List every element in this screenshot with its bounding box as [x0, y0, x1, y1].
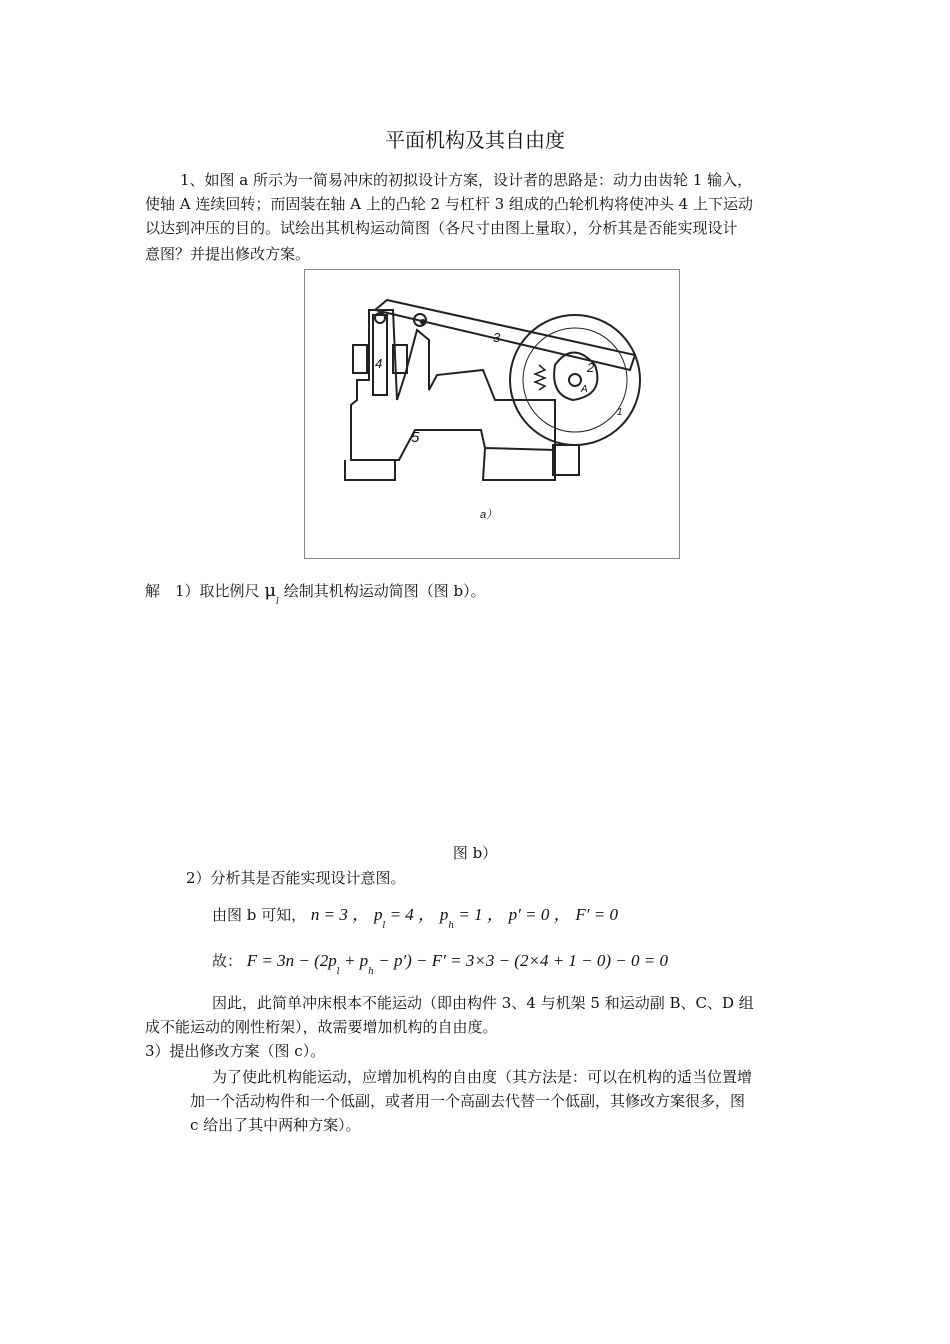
- gear-support: [553, 445, 579, 475]
- problem-line-2: 使轴 A 连续回转；而固装在轴 A 上的凸轮 2 与杠杆 3 组成的凸轮机构将使冲头 4 上下运动: [145, 195, 753, 213]
- label-A: A: [581, 384, 588, 395]
- gear: [510, 315, 640, 445]
- label-2: 2: [587, 360, 595, 375]
- step-2: 2）分析其是否能实现设计意图。: [186, 869, 406, 887]
- guide-left: [353, 345, 367, 373]
- problem-line-1: 1、如图 a 所示为一简易冲床的初拟设计方案，设计者的思路是：动力由齿轮 1 输入，: [180, 171, 753, 189]
- label-3: 3: [493, 330, 501, 345]
- dof-formula: 故： $F = 3n - (2p_l + p_h - p') - F' = 3\times 3 - (2\times 4 + 1 - 0) - 0 = 0$: [212, 951, 668, 977]
- modification-line-1: 为了使此机构能运动，应增加机构的自由度（其方法是：可以在机构的适当位置增: [212, 1068, 753, 1086]
- step-3: 3）提出修改方案（图 c）。: [145, 1042, 326, 1060]
- press-mechanism-drawing: [305, 270, 679, 558]
- problem-line-3: 以达到冲压的目的。试绘出其机构运动简图（各尺寸由图上量取），分析其是否能实现设计: [145, 219, 738, 237]
- problem-line-4: 意图？并提出修改方案。: [145, 245, 311, 263]
- label-a: a）: [480, 509, 498, 521]
- step-1: 解 1）取比例尺 $\mu_l$ 绘制其机构运动简图（图 b）。: [145, 580, 486, 607]
- conclusion-line-2: 成不能运动的刚性桁架），故需要增加机构的自由度。: [145, 1018, 498, 1036]
- conclusion-line-1: 因此，此简单冲床根本不能运动（即由构件 3、4 与机架 5 和运动副 B、C、D 组: [212, 994, 754, 1012]
- known-values: 由图 b 可知， n = 3 ， $p_l = 4$ ， $p_h = 1$ ， p′ = 0 ， F′ = 0: [212, 905, 618, 931]
- label-5: 5: [411, 429, 420, 446]
- punch: [373, 315, 387, 395]
- page-title: 平面机构及其自由度: [385, 128, 565, 152]
- label-4: 4: [375, 356, 383, 371]
- frame-body: [351, 310, 555, 460]
- modification-line-3: c 给出了其中两种方案）。: [190, 1116, 361, 1134]
- figure-b-caption: 图 b）: [452, 844, 498, 862]
- modification-line-2: 加一个活动构件和一个低副，或者用一个高副去代替一个低副，其修改方案很多，图: [190, 1092, 746, 1110]
- figure-a: [304, 269, 680, 559]
- label-1: 1: [617, 407, 623, 418]
- lever: [375, 300, 635, 370]
